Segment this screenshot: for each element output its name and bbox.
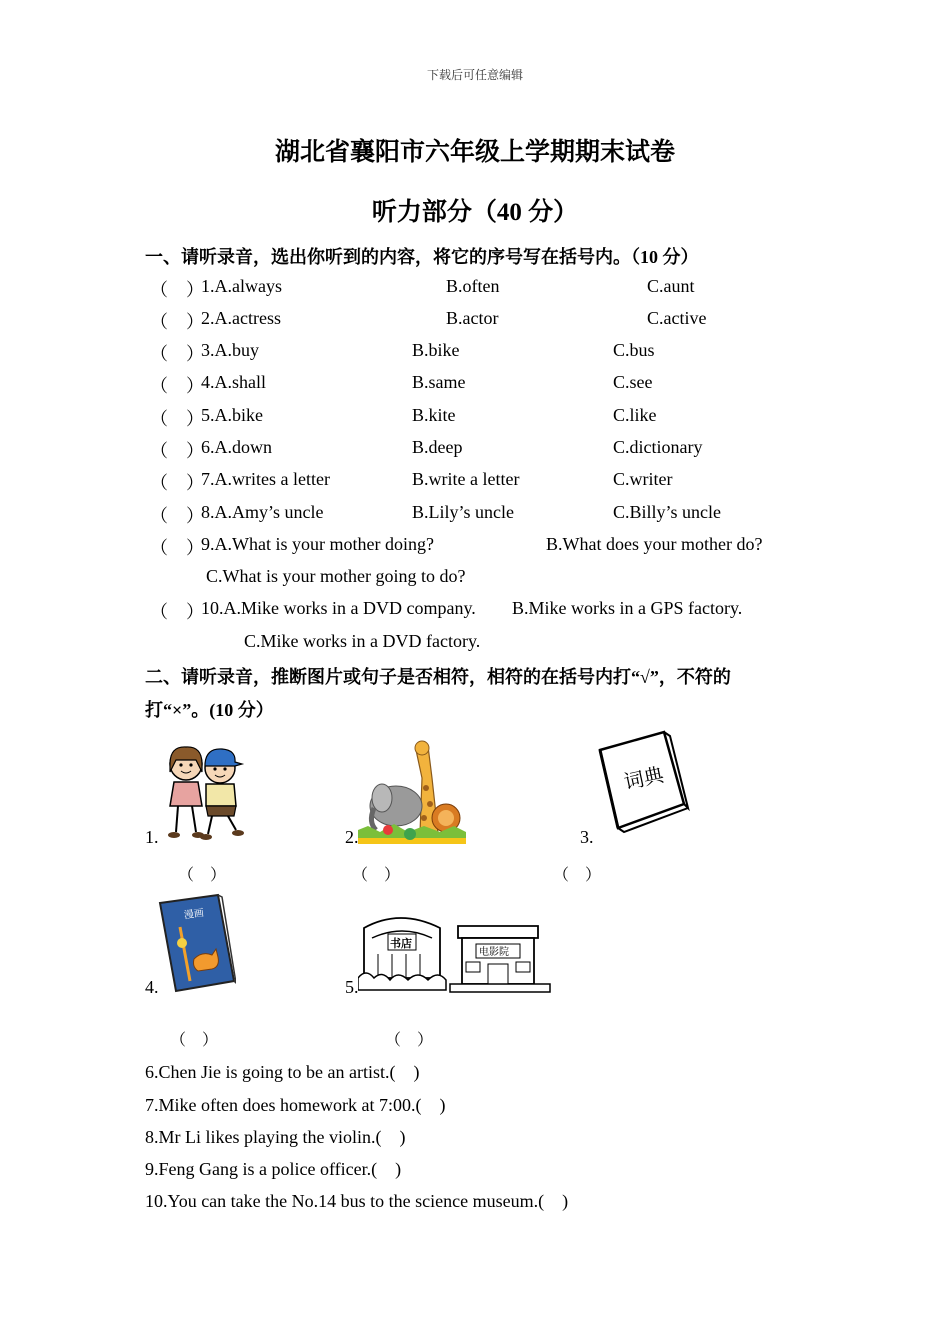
bookstore-label: 书店 bbox=[390, 937, 412, 950]
dictionary-label: 词典 bbox=[621, 762, 666, 795]
option-a: 8.A.Amy’s uncle bbox=[201, 502, 324, 522]
answer-paren[interactable]: （ ） bbox=[352, 867, 401, 884]
section-subtitle: 听力部分（40 分） bbox=[371, 199, 579, 226]
answer-paren[interactable]: （ ） bbox=[150, 409, 204, 429]
option-c: C.dictionary bbox=[613, 437, 703, 457]
part2-heading: 二、请听录音，推断图片或句子是否相符，相符的在括号内打“√”，不符的 bbox=[145, 667, 731, 687]
option-c: C.aunt bbox=[647, 276, 695, 296]
option-a: 6.A.down bbox=[201, 437, 272, 457]
option-b: B.deep bbox=[412, 437, 463, 457]
option-b: B.Mike works in a GPS factory. bbox=[512, 598, 743, 618]
part1-heading: 一、请听录音，选出你听到的内容，将它的序号写在括号内。（10 分） bbox=[145, 247, 699, 267]
option-c: C.What is your mother going to do? bbox=[206, 566, 466, 586]
sentence-item: 7.Mike often does homework at 7:00.( ) bbox=[145, 1095, 446, 1115]
option-b: B.write a letter bbox=[412, 469, 520, 489]
option-c: C.bus bbox=[613, 340, 655, 360]
picture-number: 5. bbox=[345, 977, 359, 997]
option-a: 3.A.buy bbox=[201, 340, 259, 360]
answer-paren[interactable]: （ ） bbox=[150, 376, 204, 396]
picture-number: 2. bbox=[345, 827, 359, 847]
answer-paren[interactable]: （ ） bbox=[178, 867, 227, 884]
sentence-item: 6.Chen Jie is going to be an artist.( ) bbox=[145, 1062, 420, 1082]
sentence-item: 8.Mr Li likes playing the violin.( ) bbox=[145, 1127, 406, 1147]
option-a: 1.A.always bbox=[201, 276, 282, 296]
children-walking-icon bbox=[160, 742, 248, 845]
option-a: 7.A.writes a letter bbox=[201, 469, 330, 489]
answer-paren[interactable]: （ ） bbox=[150, 312, 204, 332]
picture-number: 4. bbox=[145, 977, 159, 997]
dictionary-book-icon bbox=[594, 728, 690, 834]
sentence-item: 9.Feng Gang is a police officer.( ) bbox=[145, 1159, 402, 1179]
option-b: B.often bbox=[446, 276, 500, 296]
cinema-label: 电影院 bbox=[479, 947, 509, 958]
answer-paren[interactable]: （ ） bbox=[150, 441, 204, 461]
option-b: B.What does your mother do? bbox=[546, 534, 763, 554]
option-c: C.see bbox=[613, 372, 653, 392]
bookstore-and-cinema-icon bbox=[358, 908, 554, 994]
option-b: B.Lily’s uncle bbox=[412, 502, 514, 522]
option-c: C.writer bbox=[613, 469, 673, 489]
option-a: 9.A.What is your mother doing? bbox=[201, 534, 434, 554]
zoo-animals-icon bbox=[358, 738, 466, 844]
comic-book-icon bbox=[158, 893, 236, 994]
option-a: 2.A.actress bbox=[201, 308, 281, 328]
answer-paren[interactable]: （ ） bbox=[150, 602, 204, 622]
option-b: B.same bbox=[412, 372, 466, 392]
option-a: 4.A.shall bbox=[201, 372, 266, 392]
part2-heading-cont: 打“×”。(10 分） bbox=[145, 700, 274, 720]
option-b: B.actor bbox=[446, 308, 499, 328]
option-b: B.kite bbox=[412, 405, 456, 425]
answer-paren[interactable]: （ ） bbox=[150, 280, 204, 300]
answer-paren[interactable]: （ ） bbox=[150, 473, 204, 493]
comic-label: 漫画 bbox=[183, 907, 205, 922]
sentence-item: 10.You can take the No.14 bus to the science museum.( ) bbox=[145, 1191, 569, 1211]
page-title: 湖北省襄阳市六年级上学期期末试卷 bbox=[274, 139, 675, 166]
picture-number: 3. bbox=[580, 827, 594, 847]
answer-paren[interactable]: （ ） bbox=[150, 538, 204, 558]
option-c: C.active bbox=[647, 308, 707, 328]
option-a: 10.A.Mike works in a DVD company. bbox=[201, 598, 476, 618]
answer-paren[interactable]: （ ） bbox=[150, 506, 204, 526]
header-note: 下载后可任意编辑 bbox=[426, 68, 523, 82]
option-b: B.bike bbox=[412, 340, 460, 360]
option-a: 5.A.bike bbox=[201, 405, 263, 425]
answer-paren[interactable]: （ ） bbox=[385, 1032, 434, 1049]
answer-paren[interactable]: （ ） bbox=[150, 344, 204, 364]
option-c: C.Billy’s uncle bbox=[613, 502, 721, 522]
option-c: C.like bbox=[613, 405, 657, 425]
answer-paren[interactable]: （ ） bbox=[170, 1032, 219, 1049]
picture-number: 1. bbox=[145, 827, 159, 847]
option-c: C.Mike works in a DVD factory. bbox=[244, 631, 481, 651]
answer-paren[interactable]: （ ） bbox=[553, 867, 602, 884]
